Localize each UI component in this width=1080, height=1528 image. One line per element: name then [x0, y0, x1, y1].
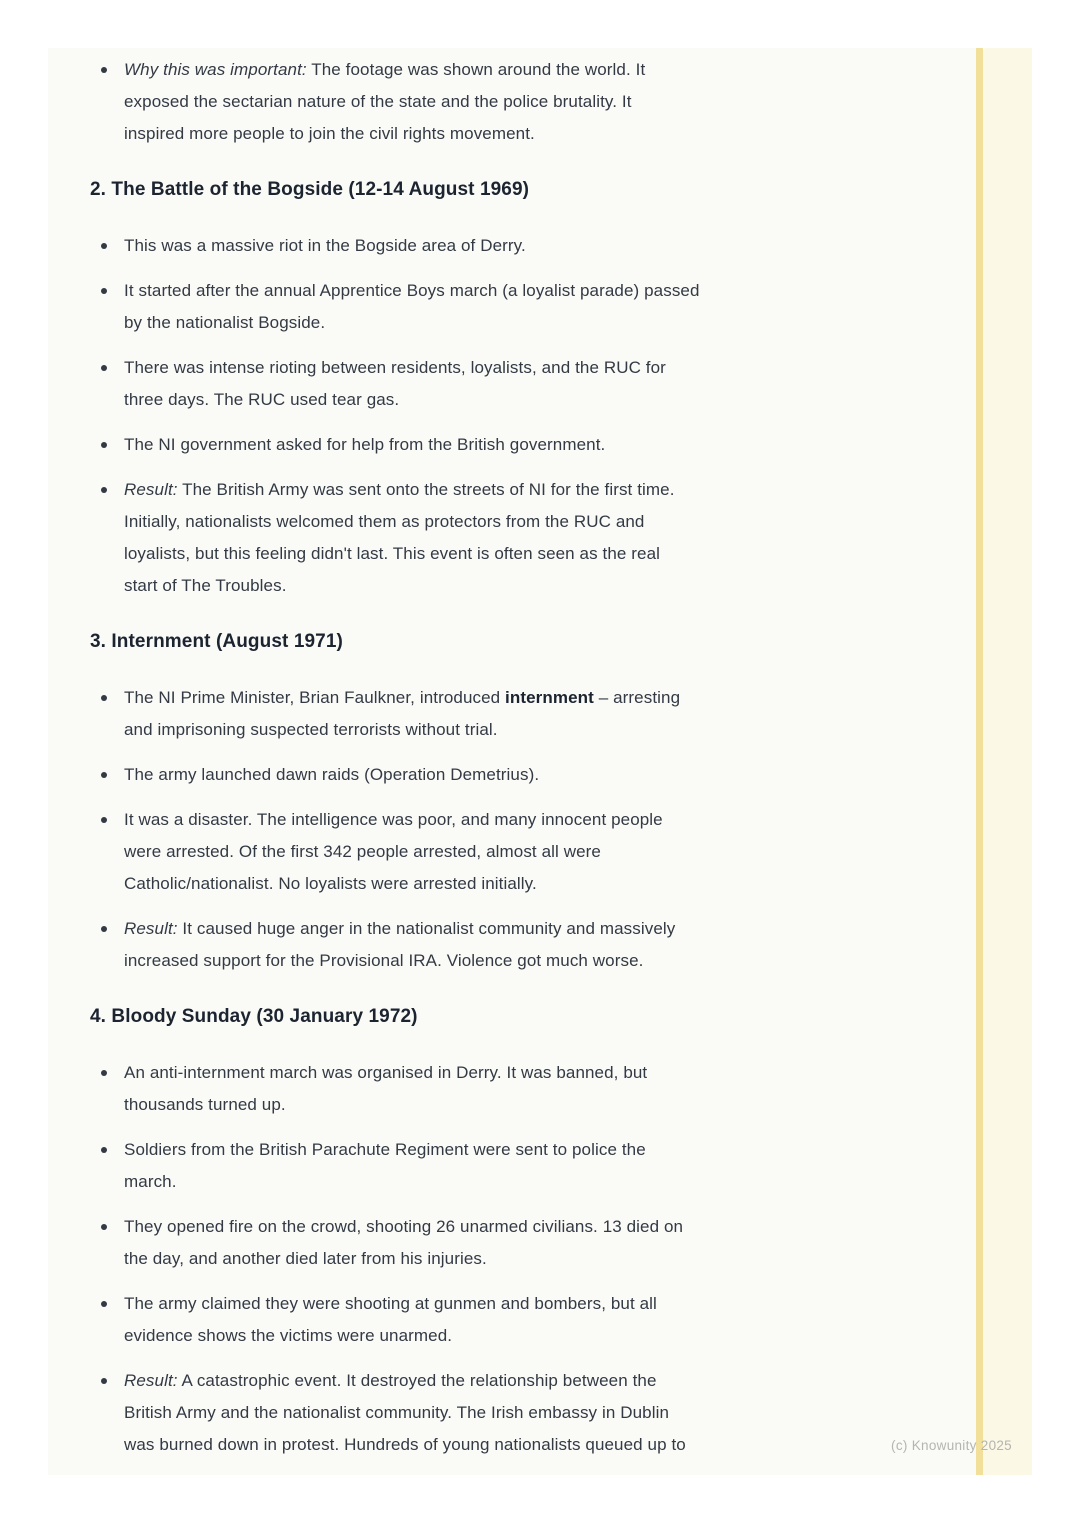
- page-edge-stripe: [976, 48, 983, 1475]
- list-item: [90, 759, 916, 791]
- text-run: loyalists, but this feeling didn't last. This event is often seen as the real: [124, 544, 661, 563]
- text-run: were arrested. Of the first 342 people arrested, almost all were: [124, 842, 601, 861]
- section-bullet-list: [90, 230, 916, 602]
- section-heading: 4. Bloody Sunday (30 January 1972): [90, 1006, 418, 1027]
- text-run: march.: [124, 1172, 177, 1191]
- list-item: [90, 682, 916, 746]
- text-run: British Army and the nationalist community. The Irish embassy in Dublin: [124, 1403, 670, 1422]
- text-run: The British Army was sent onto the streets of NI for the first time.: [177, 480, 675, 499]
- section-bullet-list: [90, 682, 916, 977]
- text-run: three days. The RUC used tear gas.: [124, 390, 400, 409]
- text-run: Catholic/nationalist. No loyalists were arrested initially.: [124, 874, 537, 893]
- list-item: [90, 230, 916, 262]
- text-run: evidence shows the victims were unarmed.: [124, 1326, 453, 1345]
- text-run: An anti-internment march was organised in Derry. It was banned, but: [124, 1063, 648, 1082]
- text-run: The army launched dawn raids (Operation Demetrius).: [124, 765, 540, 784]
- list-item: [90, 352, 916, 416]
- list-item: [90, 54, 916, 150]
- text-run: This was a massive riot in the Bogside area of Derry.: [124, 236, 526, 255]
- bold-term: internment: [505, 688, 594, 707]
- text-run: Soldiers from the British Parachute Regiment were sent to police the: [124, 1140, 646, 1159]
- text-run: They opened fire on the crowd, shooting 26 unarmed civilians. 13 died on: [124, 1217, 684, 1236]
- text-run: the day, and another died later from his injuries.: [124, 1249, 487, 1268]
- text-run: thousands turned up.: [124, 1095, 286, 1114]
- list-item: [90, 429, 916, 461]
- list-item: [90, 1211, 916, 1275]
- page-edge-band: [983, 48, 1032, 1475]
- section-heading: 3. Internment (August 1971): [90, 631, 343, 652]
- list-item: [90, 275, 916, 339]
- text-run: It was a disaster. The intelligence was poor, and many innocent people: [124, 810, 663, 829]
- list-item: [90, 474, 916, 602]
- text-run: and imprisoning suspected terrorists without trial.: [124, 720, 498, 739]
- list-item: [90, 913, 916, 977]
- text-run: The NI Prime Minister, Brian Faulkner, introduced: [124, 688, 506, 707]
- text-run: increased support for the Provisional IRA. Violence got much worse.: [124, 951, 644, 970]
- intro-bullet-list: [90, 54, 916, 150]
- list-item: [90, 1288, 916, 1352]
- text-run: The footage was shown around the world. It: [306, 60, 646, 79]
- text-run: The army claimed they were shooting at gunmen and bombers, but all: [124, 1294, 657, 1313]
- copyright-watermark: (c) Knowunity 2025: [891, 1438, 1012, 1453]
- text-run: It caused huge anger in the nationalist community and massively: [177, 919, 676, 938]
- text-run: There was intense rioting between residents, loyalists, and the RUC for: [124, 358, 666, 377]
- text-run: exposed the sectarian nature of the state and the police brutality. It: [124, 92, 632, 111]
- text-run: – arresting: [593, 688, 681, 707]
- list-item: [90, 804, 916, 900]
- italic-label: Result:: [124, 1371, 178, 1390]
- text-run: was burned down in protest. Hundreds of young nationalists queued up to: [124, 1435, 686, 1454]
- italic-label: Result:: [124, 480, 178, 499]
- text-run: start of The Troubles.: [124, 576, 287, 595]
- text-run: by the nationalist Bogside.: [124, 313, 326, 332]
- document-page: [48, 48, 976, 1475]
- text-run: The NI government asked for help from the British government.: [124, 435, 606, 454]
- italic-label: Result:: [124, 919, 178, 938]
- text-run: It started after the annual Apprentice Boys march (a loyalist parade) passed: [124, 281, 700, 300]
- notes-content: [90, 54, 916, 1461]
- italic-label: Why this was important:: [124, 60, 307, 79]
- section-bullet-list: [90, 1057, 916, 1461]
- text-run: A catastrophic event. It destroyed the relationship between the: [177, 1371, 657, 1390]
- list-item: [90, 1365, 916, 1461]
- text-run: Initially, nationalists welcomed them as protectors from the RUC and: [124, 512, 645, 531]
- text-run: inspired more people to join the civil rights movement.: [124, 124, 535, 143]
- list-item: [90, 1057, 916, 1121]
- list-item: [90, 1134, 916, 1198]
- section-heading: 2. The Battle of the Bogside (12-14 August 1969): [90, 179, 530, 200]
